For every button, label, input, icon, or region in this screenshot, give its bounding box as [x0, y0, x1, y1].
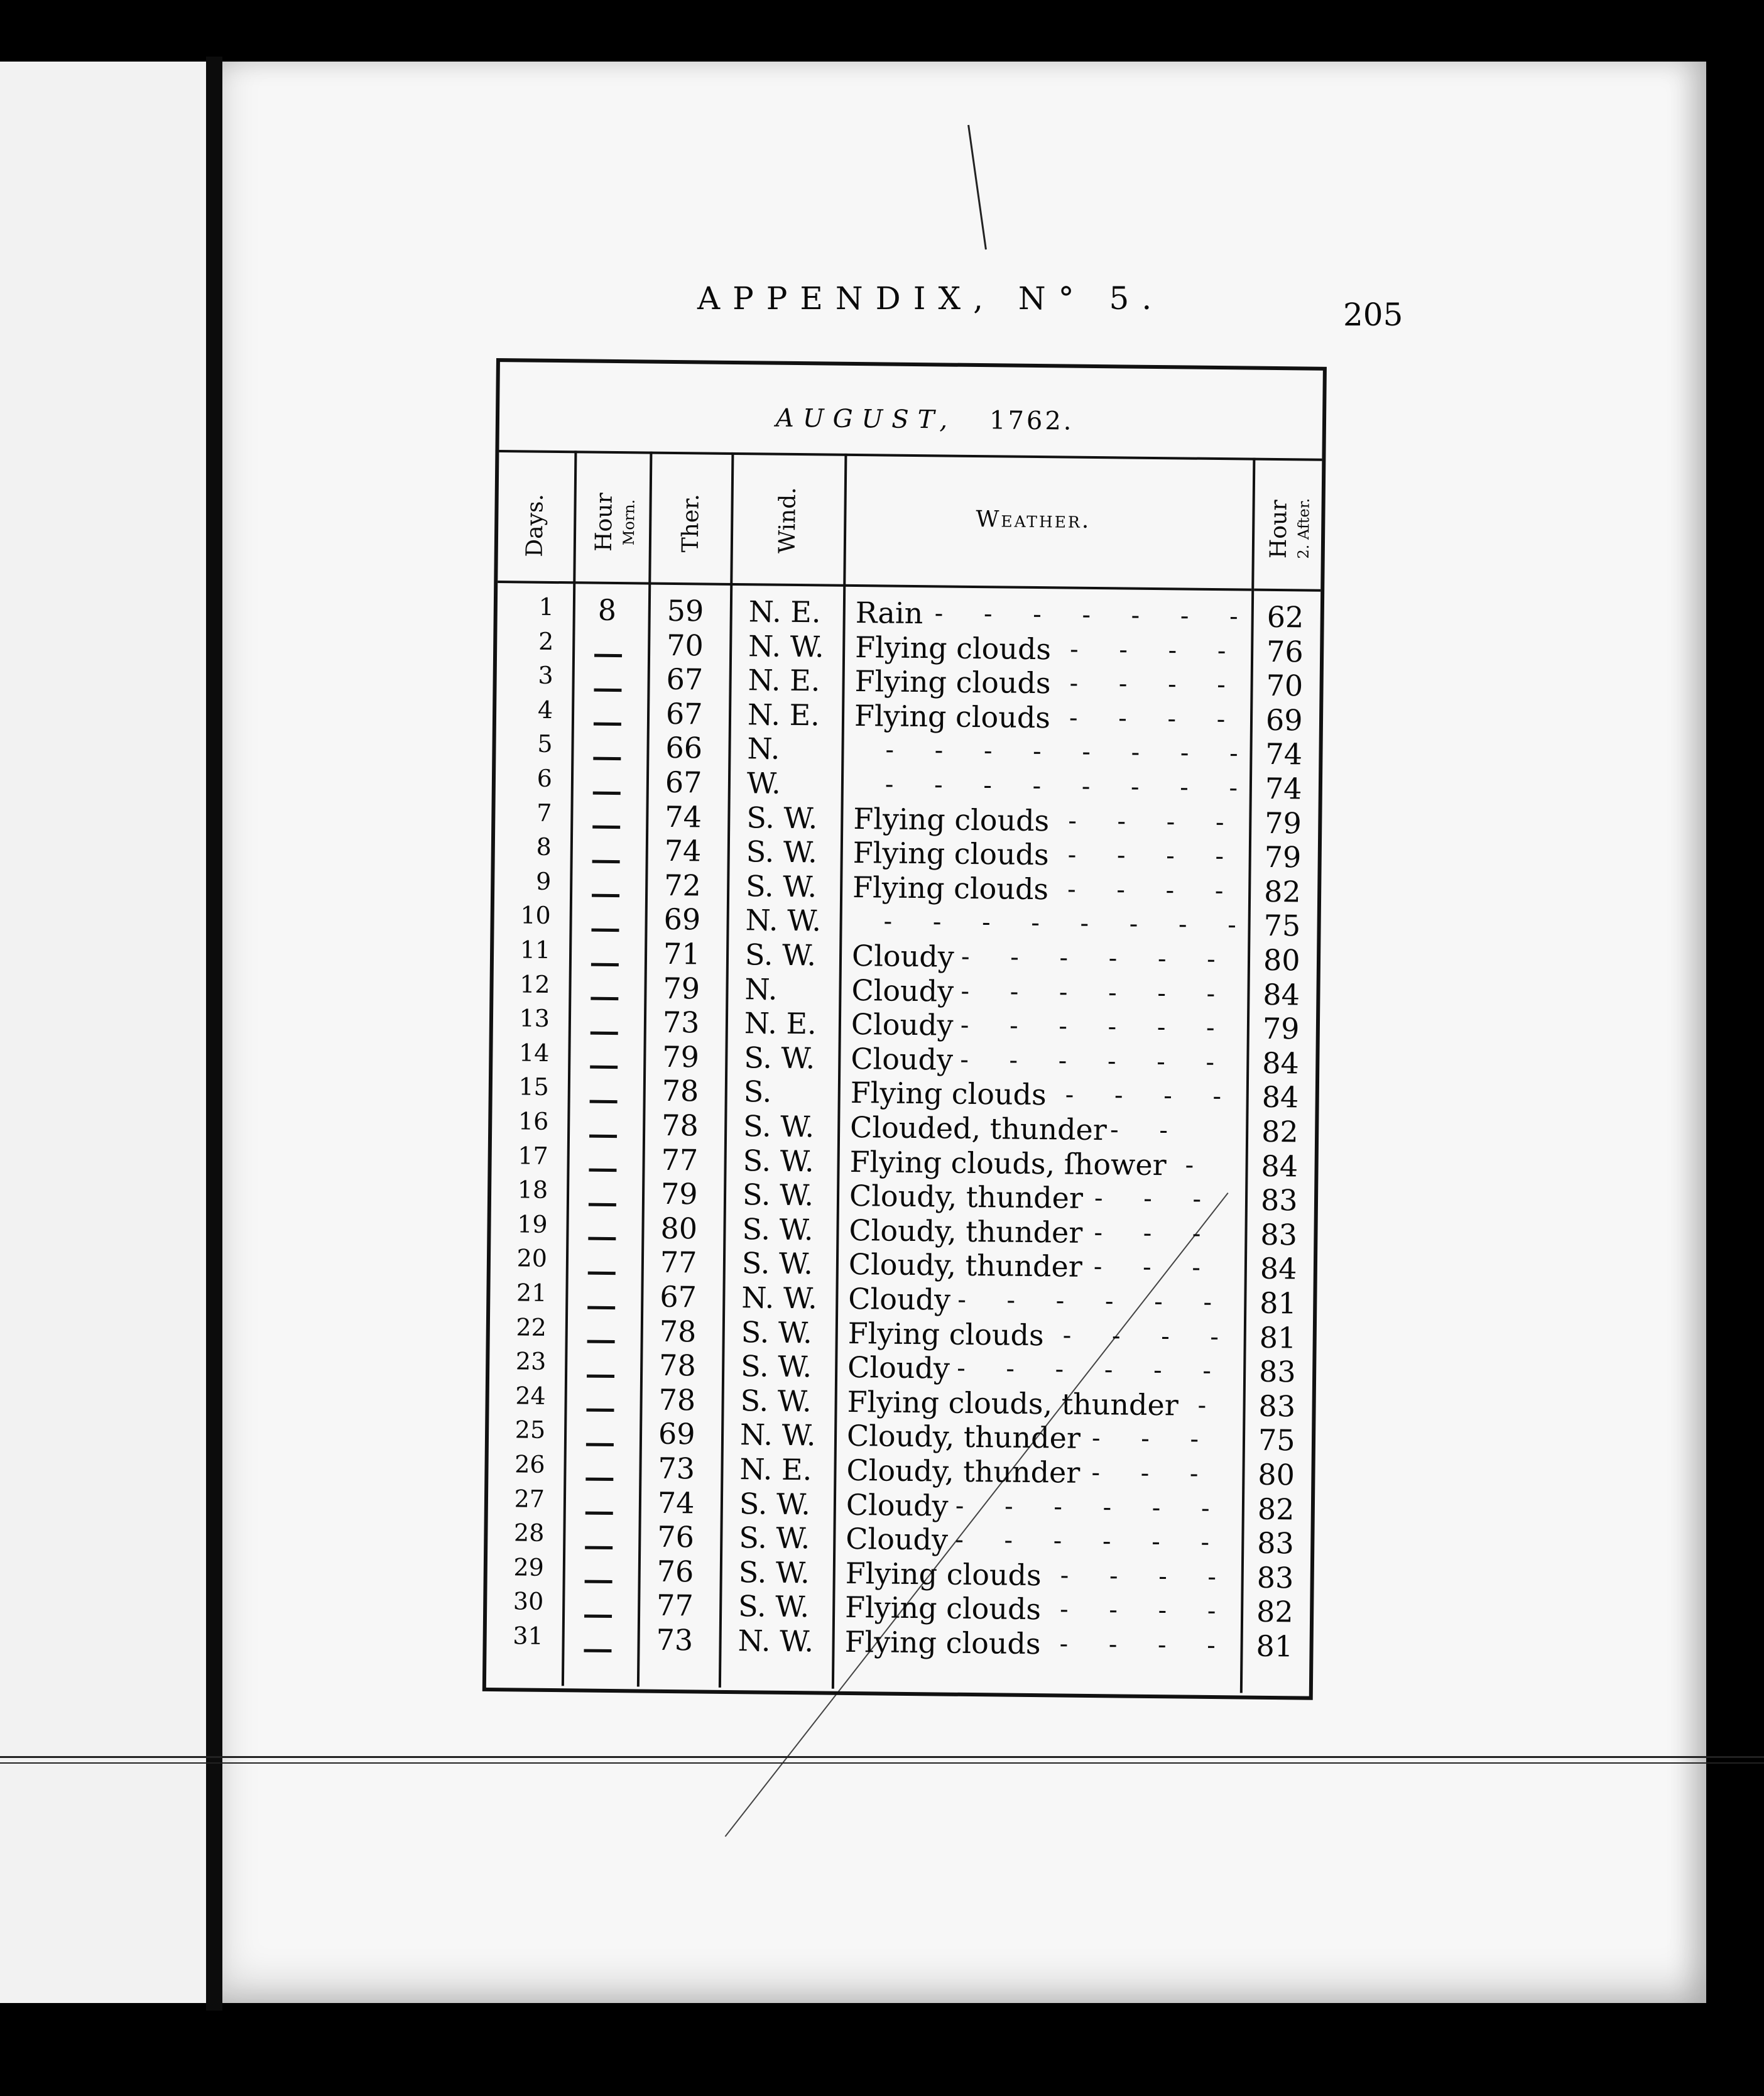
ditto-dash [589, 1084, 621, 1114]
hour-afternoon-value: 62 [1266, 599, 1304, 635]
scratch-mark [967, 125, 987, 249]
weather-description: Cloudy [846, 1487, 949, 1523]
wind-direction: S. W. [738, 1589, 810, 1624]
weather-description: Cloudy [851, 1041, 954, 1077]
day-number: 12 [519, 970, 550, 998]
wind-direction: N. [744, 971, 778, 1007]
ditto-dash [591, 1016, 622, 1045]
ditto-dash [592, 878, 623, 908]
leader-dots: - [1197, 1390, 1223, 1420]
thermometer-value: 79 [662, 1039, 700, 1074]
wind-direction: S. W. [740, 1383, 812, 1419]
thermometer-value: 79 [663, 971, 700, 1006]
ditto-dash [589, 1153, 620, 1182]
leader-dots: - - - - [1069, 635, 1243, 666]
hour-afternoon-value: 82 [1263, 874, 1302, 909]
header-rule [498, 581, 1251, 591]
day-number: 1 [538, 592, 555, 621]
column-head-hour-morn: Hour [591, 493, 618, 552]
weather-description: Flying clouds [845, 1556, 1042, 1592]
thermometer-value: 71 [663, 936, 700, 971]
day-number: 19 [516, 1210, 548, 1238]
day-number: 31 [513, 1622, 543, 1650]
leader-dots: - - - [1091, 1424, 1216, 1455]
weather-description: Cloudy, thunder [846, 1453, 1081, 1490]
thermometer-value: 73 [662, 1005, 700, 1040]
thermometer-value: 69 [663, 902, 701, 937]
column-divider [562, 450, 577, 1686]
leader-dots: - - [1109, 1115, 1185, 1145]
leader-dots: - - - - [1062, 1321, 1236, 1351]
thermometer-value: 74 [657, 1485, 695, 1520]
ditto-dash [586, 1393, 618, 1422]
weather-description: Cloudy [847, 1350, 950, 1385]
ditto-dash [593, 741, 624, 771]
hour-afternoon-value: 79 [1264, 840, 1302, 875]
ditto-dash [584, 1634, 615, 1663]
hour-afternoon-value: 80 [1263, 942, 1300, 978]
weather-description: Rain [855, 596, 923, 631]
thermometer-value: 76 [657, 1519, 695, 1554]
weather-description: Flying clouds [844, 1590, 1042, 1627]
wind-direction: S. W. [739, 1486, 811, 1521]
hour-afternoon-value: 83 [1258, 1389, 1296, 1424]
month-label: AUGUST, [775, 403, 957, 435]
thermometer-value: 76 [656, 1554, 694, 1589]
day-number: 25 [514, 1416, 546, 1444]
thermometer-value: 79 [660, 1177, 698, 1211]
wind-direction: N. W. [748, 628, 824, 664]
day-number: 13 [519, 1004, 550, 1033]
thermometer-value: 77 [661, 1142, 699, 1177]
hour-afternoon-value: 81 [1256, 1629, 1293, 1664]
weather-description: Flying clouds, ſhower [849, 1144, 1167, 1182]
day-number: 24 [515, 1382, 546, 1410]
leader-dots: - - - - - - - - [885, 770, 1255, 803]
leader-dots: - - - - - - - - [883, 907, 1253, 941]
day-number: 9 [535, 867, 552, 895]
leader-dots: - - - - [1069, 669, 1243, 700]
bottom-rule [0, 1756, 1764, 1758]
weather-description: Flying clouds [854, 698, 1051, 735]
day-number: 17 [518, 1142, 548, 1170]
facing-page-edge [0, 62, 206, 2003]
header-rule [1254, 589, 1320, 592]
day-number: 8 [536, 832, 552, 861]
weather-description: Cloudy [851, 973, 954, 1008]
hour-afternoon-value: 84 [1262, 1045, 1300, 1081]
wind-direction: N. W. [741, 1280, 818, 1316]
hour-afternoon-value: 74 [1265, 737, 1303, 772]
wind-direction: N. E. [744, 1006, 817, 1041]
hour-afternoon-value: 79 [1265, 805, 1302, 841]
column-divider [719, 452, 734, 1688]
hour-afternoon-value: 83 [1257, 1526, 1295, 1561]
weather-description: Flying clouds [854, 664, 1051, 701]
day-number: 27 [514, 1484, 545, 1513]
day-number: 10 [520, 901, 551, 930]
weather-description: Cloudy [848, 1281, 951, 1317]
leader-dots: - - - - - - [961, 942, 1232, 974]
day-number: 4 [537, 696, 553, 724]
leader-dots: - [1185, 1150, 1211, 1180]
thermometer-value: 77 [656, 1588, 694, 1623]
leader-dots: - - - - [1065, 1080, 1238, 1111]
hour-afternoon-value: 83 [1260, 1183, 1298, 1218]
column-head-ther: Ther. [677, 493, 704, 553]
day-number: 5 [537, 730, 553, 758]
ditto-dash [593, 776, 624, 805]
column-head-days: Days. [521, 493, 548, 557]
wind-direction: N. [747, 731, 780, 767]
leader-dots: - - - - [1069, 703, 1242, 734]
ditto-dash [584, 1564, 616, 1594]
day-number: 26 [514, 1450, 545, 1478]
leader-dots: - - - - [1067, 840, 1241, 871]
ditto-dash [592, 844, 623, 874]
hour-afternoon-value: 76 [1266, 634, 1304, 669]
page-number: 205 [1343, 297, 1403, 333]
day-number: 16 [518, 1107, 549, 1135]
day-number: 22 [516, 1313, 547, 1341]
wind-direction: N. W. [738, 1624, 814, 1659]
wind-direction: S. W. [746, 834, 818, 870]
day-number: 29 [513, 1553, 545, 1581]
ditto-dash [591, 981, 622, 1011]
ditto-dash [591, 913, 623, 942]
hour-afternoon-value: 84 [1261, 1080, 1299, 1115]
book-gutter [206, 57, 222, 2011]
day-number: 18 [517, 1176, 548, 1204]
ditto-dash [587, 1324, 618, 1354]
hour-afternoon-value: 75 [1258, 1423, 1295, 1458]
thermometer-value: 77 [660, 1245, 697, 1280]
column-divider [832, 454, 847, 1689]
ditto-dash [594, 638, 626, 668]
hour-afternoon-value: 83 [1256, 1560, 1294, 1595]
thermometer-value: 66 [665, 731, 703, 765]
day-number: 7 [536, 799, 552, 827]
day-number: 6 [536, 764, 553, 792]
hour-afternoon-value: 83 [1260, 1217, 1298, 1252]
column-head-hour-after: Hour [1265, 499, 1292, 559]
weather-description: Cloudy, thunder [848, 1247, 1083, 1284]
ditto-dash [591, 947, 623, 977]
thermometer-value: 78 [658, 1382, 696, 1417]
hour-afternoon-value: 82 [1256, 1595, 1293, 1629]
year-label: 1762. [989, 406, 1074, 436]
hour-afternoon-value: 84 [1263, 977, 1300, 1012]
thermometer-value: 70 [666, 628, 704, 663]
day-number: 3 [538, 661, 553, 690]
hour-afternoon-value: 84 [1260, 1252, 1297, 1286]
wind-direction: S. W. [738, 1554, 810, 1590]
hour-afternoon-value: 79 [1262, 1012, 1300, 1046]
ditto-dash [594, 707, 625, 736]
thermometer-value: 78 [658, 1348, 697, 1383]
day-number: 11 [520, 936, 551, 964]
weather-description: Cloudy, thunder [846, 1419, 1081, 1456]
leader-dots: - - - [1091, 1458, 1215, 1489]
wind-direction: S. W. [744, 1040, 815, 1076]
ditto-dash [584, 1599, 616, 1629]
thermometer-value: 67 [666, 662, 704, 697]
weather-description: Flying clouds [844, 1624, 1041, 1661]
wind-direction: S. W. [739, 1520, 810, 1556]
ditto-dash [589, 1187, 620, 1217]
hour-afternoon-value: 70 [1266, 669, 1304, 703]
thermometer-value: 78 [662, 1074, 699, 1108]
hour-afternoon-value: 75 [1263, 909, 1301, 943]
weather-description: Flying clouds [852, 870, 1049, 907]
wind-direction: N. E. [747, 697, 820, 733]
leader-dots: - - - [1094, 1184, 1218, 1214]
ditto-dash [592, 810, 624, 839]
day-number: 23 [515, 1347, 547, 1376]
month-header [499, 362, 1322, 461]
leader-dots: - - - [1094, 1218, 1217, 1248]
leader-dots: - - - - - - [960, 1045, 1231, 1078]
wind-direction: W. [746, 766, 781, 800]
day-number: 21 [516, 1279, 547, 1307]
wind-direction: S. W. [744, 937, 817, 973]
wind-direction: N. E. [748, 663, 820, 698]
day-number: 30 [513, 1587, 544, 1616]
leader-dots: - - - - - - [956, 1353, 1228, 1386]
ditto-dash [588, 1221, 619, 1251]
wind-direction: S. W. [742, 1211, 814, 1247]
hour-morning-value: 8 [597, 592, 617, 628]
column-divider [637, 452, 653, 1687]
wind-direction: S. W. [745, 869, 817, 904]
ditto-dash [588, 1256, 619, 1285]
ditto-dash [585, 1462, 617, 1492]
thermometer-value: 73 [656, 1622, 694, 1657]
ditto-dash [585, 1496, 617, 1526]
column-head-hour-morn-sub: Morn. [619, 499, 638, 546]
wind-direction: N. E. [748, 594, 821, 630]
weather-description: Flying clouds [847, 1316, 1044, 1352]
weather-description: Clouded, thunder [849, 1110, 1108, 1147]
bottom-rule [0, 1762, 1764, 1764]
leader-dots: - - - - - - [961, 976, 1232, 1008]
day-number: 15 [518, 1073, 550, 1101]
thermometer-value: 72 [663, 868, 702, 903]
wind-direction: S. W. [740, 1349, 812, 1384]
wind-direction: S. W. [743, 1143, 814, 1178]
ditto-dash [587, 1291, 619, 1320]
hour-afternoon-value: 81 [1260, 1285, 1297, 1321]
wind-direction: S. [743, 1074, 772, 1110]
wind-direction: N. W. [745, 903, 822, 938]
wind-direction: N. E. [739, 1452, 812, 1487]
leader-dots: - - - - [1067, 875, 1240, 906]
hour-afternoon-value: 84 [1261, 1149, 1298, 1184]
ditto-dash [594, 673, 625, 702]
weather-table [482, 358, 1327, 1700]
wind-direction: S. W. [741, 1314, 813, 1350]
wind-direction: S. W. [741, 1246, 814, 1281]
hour-afternoon-value: 83 [1258, 1354, 1297, 1389]
thermometer-value: 69 [658, 1417, 695, 1451]
wind-direction: S. W. [743, 1109, 815, 1144]
wind-direction: S. W. [742, 1177, 814, 1213]
leader-dots: - - - [1093, 1252, 1217, 1283]
thermometer-value: 59 [667, 593, 704, 628]
day-number: 20 [516, 1244, 548, 1273]
hour-afternoon-value: 74 [1265, 771, 1302, 806]
weather-description: Cloudy, thunder [849, 1179, 1084, 1216]
leader-dots: - - - - - - [955, 1525, 1226, 1558]
thermometer-value: 67 [665, 696, 703, 731]
thermometer-value: 74 [664, 834, 702, 868]
leader-dots: - - - - [1060, 1561, 1233, 1592]
thermometer-value: 73 [658, 1451, 695, 1486]
leader-dots: - - - - - - [957, 1285, 1229, 1318]
ditto-dash [590, 1050, 621, 1079]
weather-description: Cloudy [846, 1522, 949, 1557]
column-head-hour-after-sub: 2. After. [1294, 498, 1313, 559]
leader-dots: - - - - [1059, 1629, 1233, 1661]
thermometer-value: 74 [665, 799, 702, 834]
weather-description: Flying clouds [853, 801, 1050, 838]
column-head-wind: Wind. [774, 487, 801, 554]
day-number: 14 [518, 1039, 550, 1067]
day-number: 2 [538, 627, 554, 655]
weather-description: Flying clouds [854, 630, 1052, 666]
ditto-dash [589, 1119, 621, 1149]
thermometer-value: 67 [665, 765, 702, 800]
column-head-weather: Weather. [976, 506, 1091, 533]
weather-description: Cloudy [851, 938, 955, 974]
weather-description: Flying clouds, thunder [847, 1384, 1179, 1422]
ditto-dash [587, 1359, 618, 1389]
day-number: 28 [513, 1519, 545, 1547]
weather-description: Flying clouds [852, 836, 1049, 872]
leader-dots: - - - - - - - [934, 599, 1255, 631]
ditto-dash [585, 1531, 616, 1560]
weather-description: Cloudy [851, 1007, 954, 1042]
thermometer-value: 67 [660, 1279, 697, 1314]
thermometer-value: 78 [661, 1108, 699, 1143]
thermometer-value: 78 [659, 1314, 697, 1349]
wind-direction: S. W. [746, 800, 818, 835]
wind-direction: N. W. [739, 1417, 816, 1453]
hour-afternoon-value: 82 [1261, 1114, 1299, 1149]
hour-afternoon-value: 80 [1258, 1457, 1295, 1492]
leader-dots: - - - - [1068, 806, 1241, 838]
weather-description: Cloudy, thunder [849, 1213, 1083, 1250]
leader-dots: - - - - - - [955, 1491, 1226, 1523]
leader-dots: - - - - - - [960, 1010, 1231, 1043]
leader-dots: - - - - [1059, 1595, 1233, 1626]
page-title: APPENDIX, N° 5. [697, 280, 1165, 317]
hour-afternoon-value: 81 [1259, 1320, 1297, 1355]
weather-description: Flying clouds [850, 1076, 1047, 1112]
thermometer-value: 80 [660, 1211, 698, 1246]
hour-afternoon-value: 69 [1265, 702, 1303, 738]
hour-afternoon-value: 82 [1257, 1492, 1295, 1526]
ditto-dash [586, 1427, 618, 1457]
leader-dots: - - - - - - - - [885, 735, 1255, 769]
